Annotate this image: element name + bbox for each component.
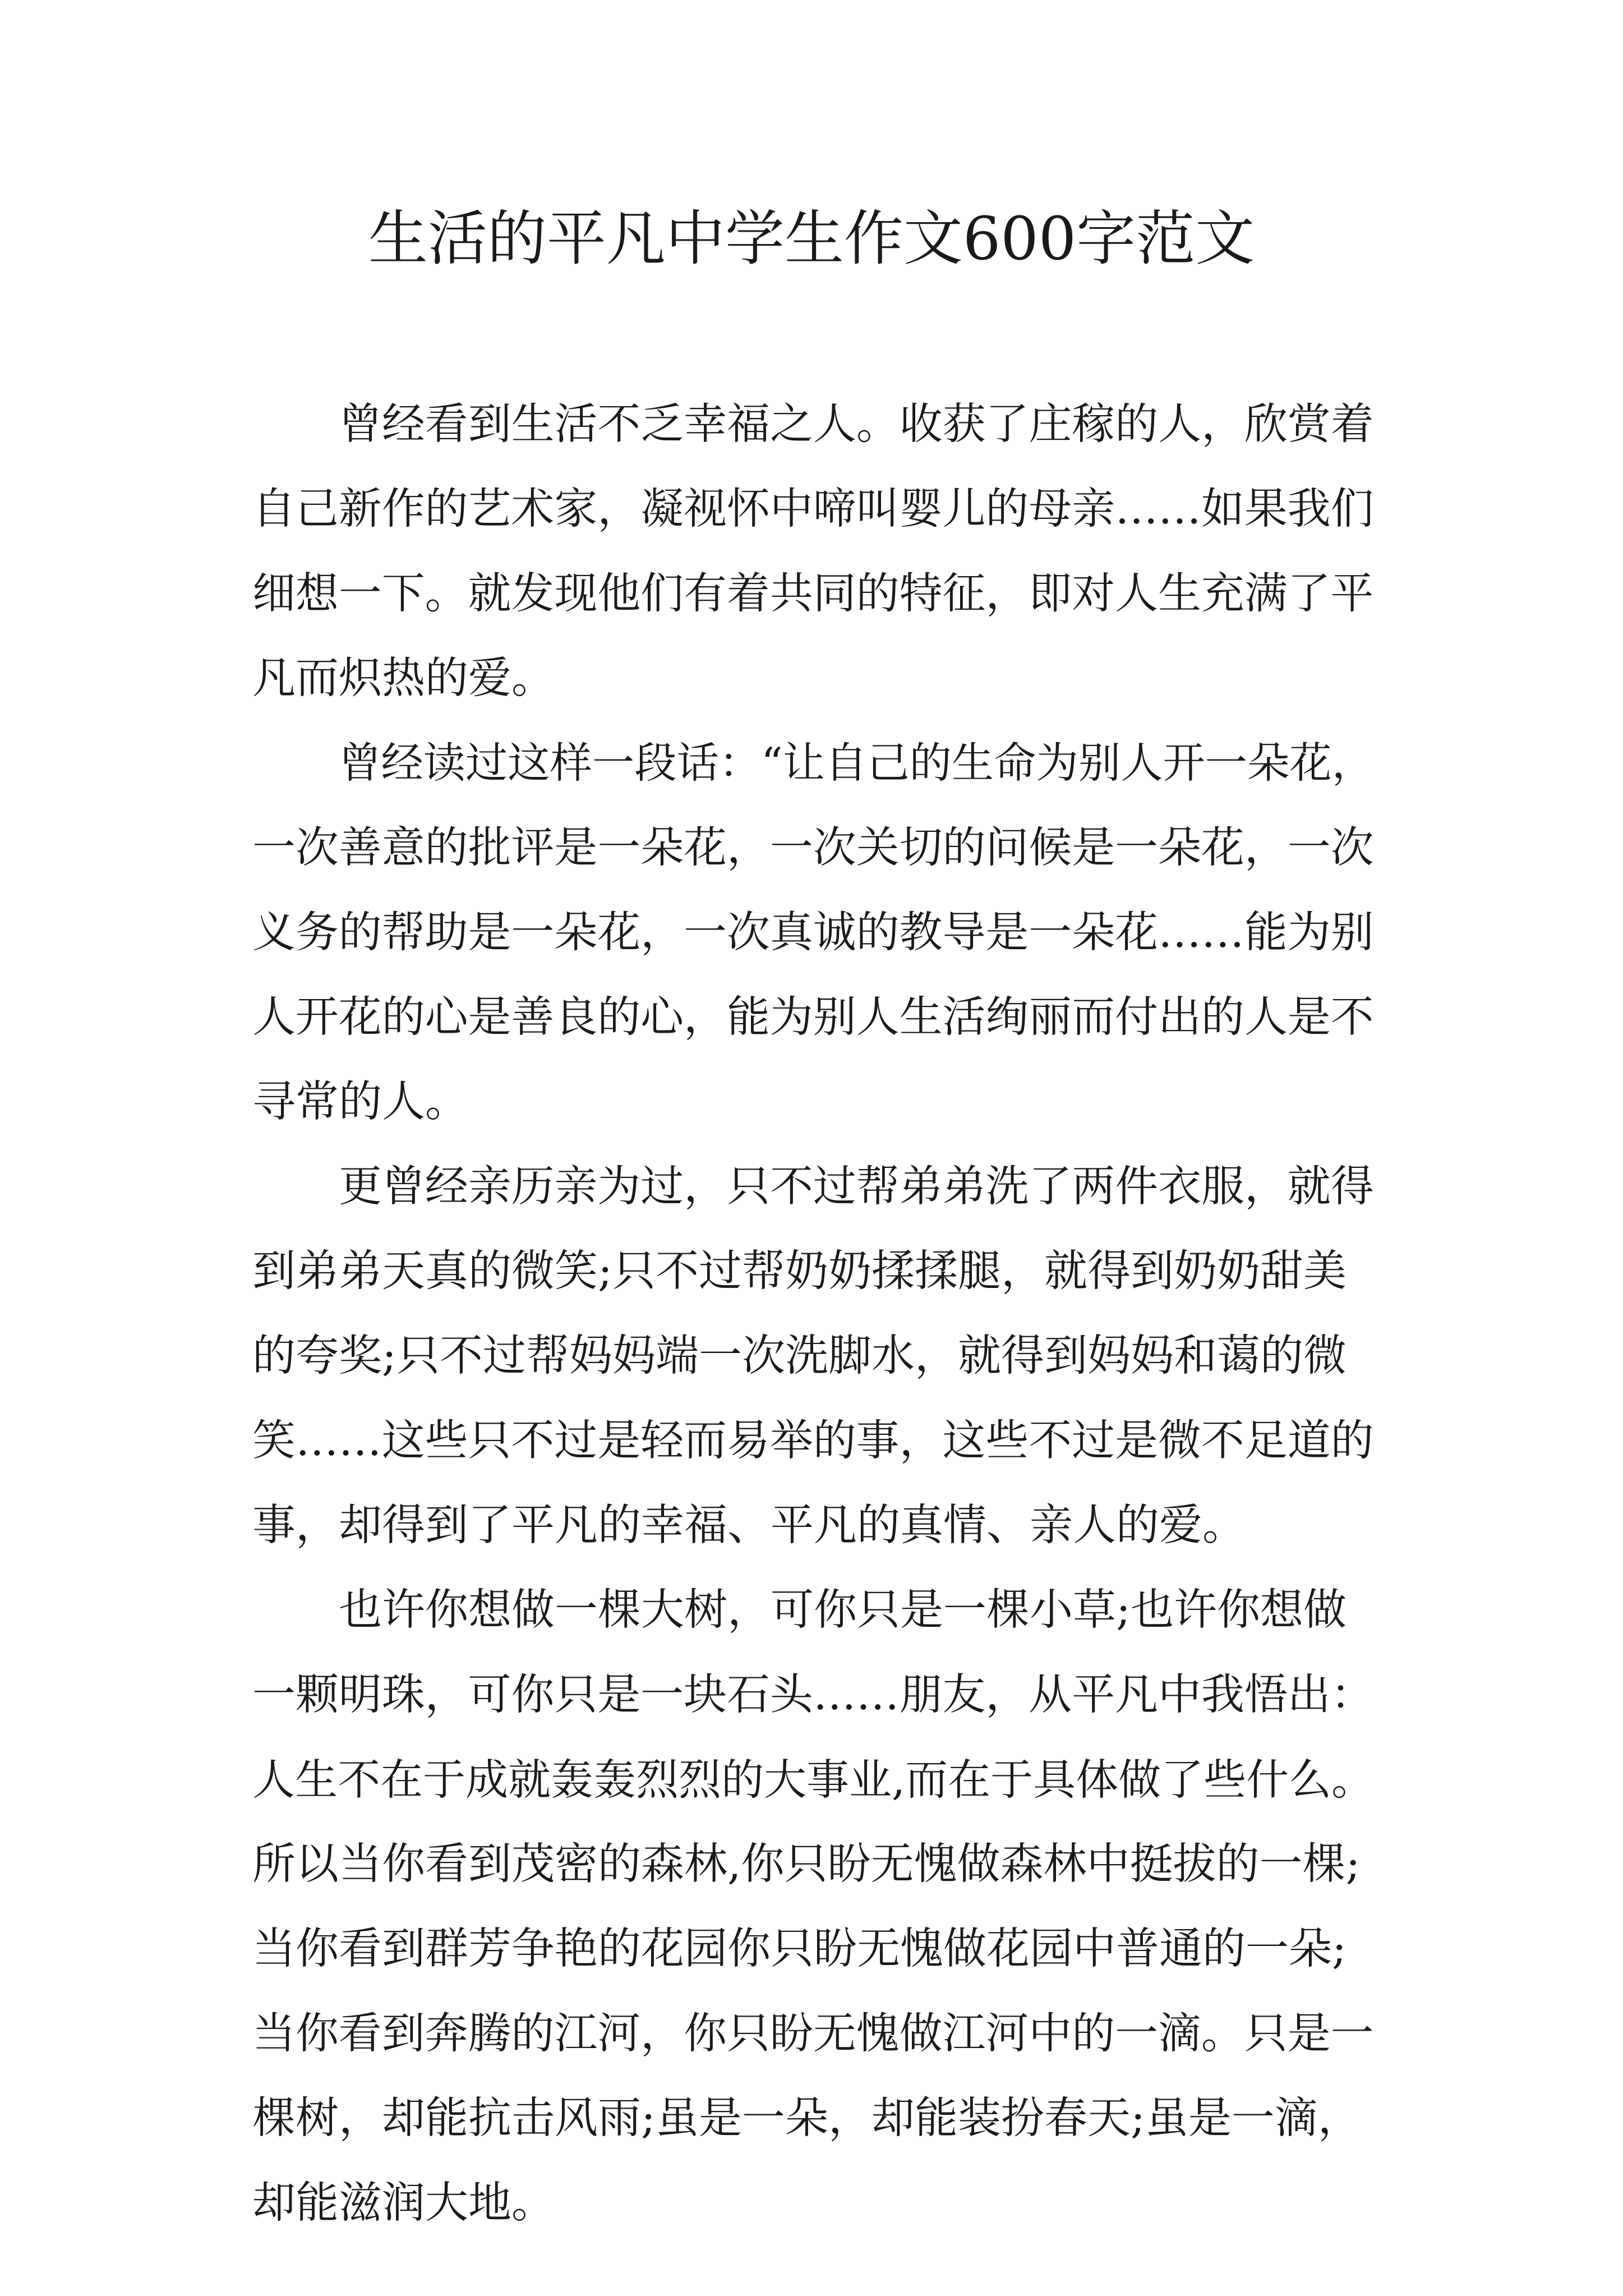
body-text-line: 也许你想做一棵大树，可你只是一棵小草;也许你想做 xyxy=(339,1585,1347,1635)
body-text-line: 笑……这些只不过是轻而易举的事，这些不过是微不足道的 xyxy=(252,1416,1374,1466)
body-text-line: 人开花的心是善良的心，能为别人生活绚丽而付出的人是不 xyxy=(252,992,1374,1042)
body-text-line: 一次善意的批评是一朵花，一次关切的问候是一朵花，一次 xyxy=(252,823,1374,873)
document-title: 生活的平凡中学生作文600字范文 xyxy=(368,204,1255,273)
body-text-line: 到弟弟天真的微笑;只不过帮奶奶揉揉腿，就得到奶奶甜美 xyxy=(252,1246,1347,1296)
body-text-line: 凡而炽热的爱。 xyxy=(252,654,555,703)
body-text-line: 曾经看到生活不乏幸福之人。收获了庄稼的人，欣赏着 xyxy=(339,399,1374,449)
body-text-line: 当你看到群芳争艳的花园你只盼无愧做花园中普通的一朵; xyxy=(252,1924,1347,1974)
body-text-line: 寻常的人。 xyxy=(252,1077,468,1127)
body-text-line: 自己新作的艺术家，凝视怀中啼叫婴儿的母亲……如果我们 xyxy=(252,484,1374,534)
body-text-line: 所以当你看到茂密的森林,你只盼无愧做森林中挺拔的一棵; xyxy=(252,1839,1361,1889)
body-text-line: 却能滋润大地。 xyxy=(252,2178,555,2228)
body-text-line: 当你看到奔腾的江河，你只盼无愧做江河中的一滴。只是一 xyxy=(252,2009,1374,2059)
body-text-line: 棵树，却能抗击风雨;虽是一朵，却能装扮春天;虽是一滴， xyxy=(252,2093,1361,2143)
body-text-line: 更曾经亲历亲为过，只不过帮弟弟洗了两件衣服，就得 xyxy=(339,1162,1374,1212)
body-text-line: 一颗明珠，可你只是一块石头……朋友，从平凡中我悟出： xyxy=(252,1670,1374,1720)
document-body xyxy=(252,382,1374,2246)
body-text-line: 人生不在于成就轰轰烈烈的大事业,而在于具体做了些什么。 xyxy=(252,1755,1375,1805)
body-text-line: 义务的帮助是一朵花，一次真诚的教导是一朵花……能为别 xyxy=(252,908,1374,958)
body-text-line: 的夸奖;只不过帮妈妈端一次洗脚水，就得到妈妈和蔼的微 xyxy=(252,1331,1347,1381)
body-text-line: 曾经读过这样一段话：“让自己的生命为别人开一朵花， xyxy=(339,738,1375,788)
body-text-line: 事，却得到了平凡的幸福、平凡的真情、亲人的爱。 xyxy=(252,1501,1246,1550)
body-text-line: 细想一下。就发现他们有着共同的特征，即对人生充满了平 xyxy=(252,569,1374,619)
